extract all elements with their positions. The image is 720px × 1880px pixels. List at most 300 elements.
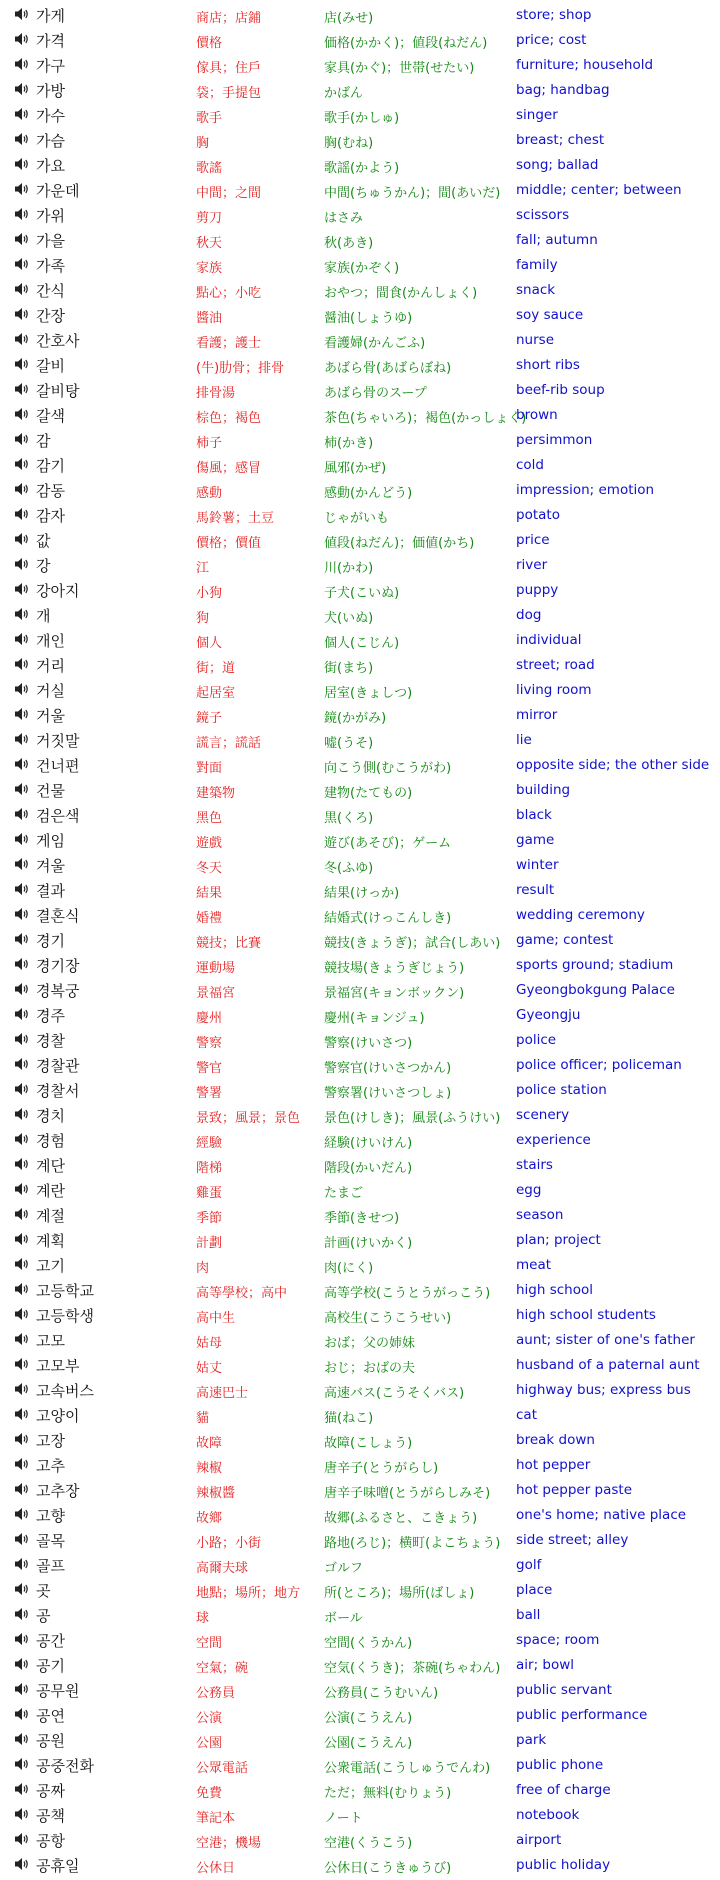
vocab-row xyxy=(0,751,720,776)
speaker-icon[interactable] xyxy=(14,1781,30,1795)
speaker-icon[interactable] xyxy=(14,1506,30,1520)
korean-word: 계획 xyxy=(36,1232,65,1250)
speaker-icon[interactable] xyxy=(14,356,30,370)
japanese-translation: 所(ところ)；場所(ばしょ) xyxy=(324,1586,475,1601)
vocab-row xyxy=(0,1126,720,1151)
speaker-icon[interactable] xyxy=(14,856,30,870)
chinese-translation: (牛)肋骨；排骨 xyxy=(196,361,285,376)
english-translation[interactable]: public holiday xyxy=(516,1857,611,1873)
speaker-icon[interactable] xyxy=(14,1806,30,1820)
chinese-translation: 空港；機場 xyxy=(196,1836,262,1851)
english-translation[interactable]: price; cost xyxy=(516,32,587,48)
english-translation[interactable]: store; shop xyxy=(516,7,592,23)
speaker-icon[interactable] xyxy=(14,456,30,470)
chinese-translation: 歌手 xyxy=(196,111,223,126)
english-translation[interactable]: furniture; household xyxy=(516,57,654,73)
vocab-row xyxy=(0,1576,720,1601)
english-translation[interactable]: scissors xyxy=(516,207,570,223)
chinese-translation: 空氣；碗 xyxy=(196,1661,249,1676)
speaker-icon[interactable] xyxy=(14,656,30,670)
speaker-icon[interactable] xyxy=(14,56,30,70)
english-translation[interactable]: break down xyxy=(516,1432,595,1448)
vocab-row xyxy=(0,101,720,126)
speaker-icon-graphic xyxy=(14,1632,30,1646)
korean-word: 계단 xyxy=(36,1157,65,1175)
english-translation[interactable]: breast; chest xyxy=(516,132,605,148)
speaker-icon[interactable] xyxy=(14,1706,30,1720)
speaker-icon[interactable] xyxy=(14,481,30,495)
korean-word: 감 xyxy=(36,432,51,450)
speaker-icon-graphic xyxy=(14,957,30,971)
chinese-translation: 傢具；住戶 xyxy=(196,61,262,76)
japanese-translation: 居室(きょしつ) xyxy=(324,686,413,701)
chinese-translation: 計劃 xyxy=(196,1236,223,1251)
chinese-translation: 遊戲 xyxy=(196,836,223,851)
korean-word: 거실 xyxy=(36,682,65,700)
speaker-icon[interactable] xyxy=(14,1656,30,1670)
chinese-translation: 醬油 xyxy=(196,311,223,326)
speaker-icon[interactable] xyxy=(14,1256,30,1270)
vocab-row xyxy=(0,526,720,551)
english-translation[interactable]: fall; autumn xyxy=(516,232,598,248)
speaker-icon-graphic xyxy=(14,1307,30,1321)
english-translation[interactable]: stairs xyxy=(516,1157,553,1173)
korean-word: 경험 xyxy=(36,1132,65,1150)
english-translation[interactable]: high school students xyxy=(516,1307,656,1323)
korean-word: 경찰서 xyxy=(36,1082,80,1100)
english-translation[interactable]: dog xyxy=(516,607,542,623)
vocab-row xyxy=(0,976,720,1001)
korean-word: 골목 xyxy=(36,1532,65,1550)
english-translation[interactable]: high school xyxy=(516,1282,594,1298)
speaker-icon-graphic xyxy=(14,1157,30,1171)
english-translation[interactable]: air; bowl xyxy=(516,1657,575,1673)
chinese-translation: 地點；場所；地方 xyxy=(196,1586,301,1601)
english-translation[interactable]: wedding ceremony xyxy=(516,907,645,923)
vocab-row xyxy=(0,601,720,626)
japanese-translation: はさみ xyxy=(324,211,364,226)
speaker-icon[interactable] xyxy=(14,1856,30,1870)
speaker-icon[interactable] xyxy=(14,156,30,170)
japanese-translation: かばん xyxy=(324,86,364,101)
speaker-icon-graphic xyxy=(14,1557,30,1571)
speaker-icon-graphic xyxy=(14,907,30,921)
vocab-row xyxy=(0,501,720,526)
japanese-translation: 価格(かかく)；値段(ねだん) xyxy=(324,36,488,51)
english-translation[interactable]: beef-rib soup xyxy=(516,382,605,398)
vocab-row xyxy=(0,1776,720,1801)
speaker-icon[interactable] xyxy=(14,1481,30,1495)
speaker-icon[interactable] xyxy=(14,181,30,195)
speaker-icon-graphic xyxy=(14,1857,30,1871)
english-translation[interactable]: song; ballad xyxy=(516,157,599,173)
speaker-icon[interactable] xyxy=(14,631,30,645)
speaker-icon[interactable] xyxy=(14,1381,30,1395)
speaker-icon[interactable] xyxy=(14,1681,30,1695)
korean-word: 계절 xyxy=(36,1207,65,1225)
speaker-icon[interactable] xyxy=(14,1056,30,1070)
speaker-icon-graphic xyxy=(14,507,30,521)
english-translation[interactable]: soy sauce xyxy=(516,307,584,323)
english-translation[interactable]: puppy xyxy=(516,582,559,598)
english-translation[interactable]: cat xyxy=(516,1407,537,1423)
speaker-icon[interactable] xyxy=(14,1406,30,1420)
speaker-icon-graphic xyxy=(14,357,30,371)
speaker-icon[interactable] xyxy=(14,106,30,120)
japanese-translation: おば；父の姉妹 xyxy=(324,1336,416,1351)
korean-word: 가구 xyxy=(36,57,65,75)
english-translation[interactable]: golf xyxy=(516,1557,542,1573)
speaker-icon[interactable] xyxy=(14,1156,30,1170)
speaker-icon-graphic xyxy=(14,1232,30,1246)
vocab-row xyxy=(0,1376,720,1401)
korean-word: 간호사 xyxy=(36,332,80,350)
speaker-icon-graphic xyxy=(14,1532,30,1546)
chinese-translation: 商店；店鋪 xyxy=(196,11,262,26)
speaker-icon[interactable] xyxy=(14,581,30,595)
english-translation[interactable]: season xyxy=(516,1207,564,1223)
speaker-icon[interactable] xyxy=(14,1081,30,1095)
vocab-row xyxy=(0,1426,720,1451)
english-translation[interactable]: highway bus; express bus xyxy=(516,1382,691,1398)
speaker-icon[interactable] xyxy=(14,1456,30,1470)
korean-word: 공무원 xyxy=(36,1682,80,1700)
speaker-icon[interactable] xyxy=(14,756,30,770)
speaker-icon-graphic xyxy=(14,1707,30,1721)
english-translation[interactable]: sports ground; stadium xyxy=(516,957,674,973)
speaker-icon[interactable] xyxy=(14,256,30,270)
chinese-translation: 謊言；謊話 xyxy=(196,736,262,751)
english-translation[interactable]: mirror xyxy=(516,707,558,723)
english-translation[interactable]: snack xyxy=(516,282,556,298)
english-translation[interactable]: family xyxy=(516,257,558,273)
chinese-translation: 高速巴士 xyxy=(196,1386,249,1401)
english-translation[interactable]: experience xyxy=(516,1132,591,1148)
english-translation[interactable]: notebook xyxy=(516,1807,580,1823)
japanese-translation: 向こう側(むこうがわ) xyxy=(324,761,452,776)
speaker-icon[interactable] xyxy=(14,31,30,45)
japanese-translation: 歌謡(かよう) xyxy=(324,161,400,176)
english-translation[interactable]: potato xyxy=(516,507,560,523)
chinese-translation: 景致；風景；景色 xyxy=(196,1111,301,1126)
vocab-row xyxy=(0,1726,720,1751)
english-translation[interactable]: police officer; policeman xyxy=(516,1057,682,1073)
korean-word: 가운데 xyxy=(36,182,80,200)
korean-word: 계란 xyxy=(36,1182,65,1200)
japanese-translation: 計画(けいかく) xyxy=(324,1236,413,1251)
japanese-translation: 景色(けしき)；風景(ふうけい) xyxy=(324,1111,501,1126)
speaker-icon-graphic xyxy=(14,32,30,46)
speaker-icon[interactable] xyxy=(14,706,30,720)
vocab-row xyxy=(0,226,720,251)
vocab-row xyxy=(0,476,720,501)
korean-word: 공원 xyxy=(36,1732,65,1750)
japanese-translation: 空気(くうき)；茶碗(ちゃわん) xyxy=(324,1661,501,1676)
korean-word: 게임 xyxy=(36,832,65,850)
speaker-icon[interactable] xyxy=(14,556,30,570)
japanese-translation: 歌手(かしゅ) xyxy=(324,111,400,126)
chinese-translation: 高中生 xyxy=(196,1311,236,1326)
speaker-icon-graphic xyxy=(14,282,30,296)
vocab-row xyxy=(0,1826,720,1851)
english-translation[interactable]: game; contest xyxy=(516,932,614,948)
english-translation[interactable]: meat xyxy=(516,1257,552,1273)
speaker-icon[interactable] xyxy=(14,1206,30,1220)
japanese-translation: 競技場(きょうぎじょう) xyxy=(324,961,465,976)
japanese-translation: あばら骨のスープ xyxy=(324,386,427,401)
english-translation[interactable]: building xyxy=(516,782,571,798)
english-translation[interactable]: public servant xyxy=(516,1682,612,1698)
english-translation[interactable]: living room xyxy=(516,682,592,698)
english-translation[interactable]: bag; handbag xyxy=(516,82,610,98)
speaker-icon[interactable] xyxy=(14,431,30,445)
korean-word: 고모 xyxy=(36,1332,65,1350)
speaker-icon-graphic xyxy=(14,632,30,646)
speaker-icon[interactable] xyxy=(14,6,30,20)
japanese-translation: 感動(かんどう) xyxy=(324,486,413,501)
speaker-icon[interactable] xyxy=(14,781,30,795)
speaker-icon-graphic xyxy=(14,1657,30,1671)
japanese-translation: 競技(きょうぎ)；試合(しあい) xyxy=(324,936,501,951)
english-translation[interactable]: result xyxy=(516,882,555,898)
vocab-row xyxy=(0,1676,720,1701)
english-translation[interactable]: scenery xyxy=(516,1107,570,1123)
speaker-icon[interactable] xyxy=(14,81,30,95)
korean-word: 간장 xyxy=(36,307,65,325)
speaker-icon[interactable] xyxy=(14,331,30,345)
english-translation[interactable]: hot pepper paste xyxy=(516,1482,633,1498)
korean-word: 고모부 xyxy=(36,1357,80,1375)
chinese-translation: 公眾電話 xyxy=(196,1761,249,1776)
korean-word: 가방 xyxy=(36,82,65,100)
korean-word: 고양이 xyxy=(36,1407,80,1425)
english-translation[interactable]: street; road xyxy=(516,657,595,673)
vocab-row xyxy=(0,951,720,976)
japanese-translation: 嘘(うそ) xyxy=(324,736,374,751)
japanese-translation: 肉(にく) xyxy=(324,1261,374,1276)
speaker-icon-graphic xyxy=(14,1807,30,1821)
english-translation[interactable]: singer xyxy=(516,107,558,123)
vocab-row xyxy=(0,1176,720,1201)
english-translation[interactable]: hot pepper xyxy=(516,1457,591,1473)
speaker-icon[interactable] xyxy=(14,531,30,545)
english-translation[interactable]: space; room xyxy=(516,1632,600,1648)
speaker-icon[interactable] xyxy=(14,1731,30,1745)
speaker-icon-graphic xyxy=(14,407,30,421)
speaker-icon[interactable] xyxy=(14,731,30,745)
chinese-translation: 個人 xyxy=(196,636,223,651)
speaker-icon[interactable] xyxy=(14,1306,30,1320)
english-translation[interactable]: individual xyxy=(516,632,582,648)
speaker-icon-graphic xyxy=(14,757,30,771)
speaker-icon[interactable] xyxy=(14,1031,30,1045)
english-translation[interactable]: egg xyxy=(516,1182,542,1198)
english-translation[interactable]: winter xyxy=(516,857,559,873)
english-translation[interactable]: plan; project xyxy=(516,1232,601,1248)
speaker-icon[interactable] xyxy=(14,1281,30,1295)
chinese-translation: 排骨湯 xyxy=(196,386,236,401)
chinese-translation: 慶州 xyxy=(196,1011,223,1026)
chinese-translation: 點心；小吃 xyxy=(196,286,262,301)
english-translation[interactable]: ball xyxy=(516,1607,541,1623)
english-translation[interactable]: aunt; sister of one's father xyxy=(516,1332,695,1348)
speaker-icon[interactable] xyxy=(14,1231,30,1245)
english-translation[interactable]: impression; emotion xyxy=(516,482,655,498)
chinese-translation: 季節 xyxy=(196,1211,223,1226)
speaker-icon-graphic xyxy=(14,307,30,321)
korean-word: 개인 xyxy=(36,632,65,650)
chinese-translation: 看護；護士 xyxy=(196,336,262,351)
english-translation[interactable]: opposite side; the other side xyxy=(516,757,710,773)
korean-word: 경치 xyxy=(36,1107,65,1125)
vocab-row xyxy=(0,76,720,101)
english-translation[interactable]: park xyxy=(516,1732,547,1748)
english-translation[interactable]: Gyeongju xyxy=(516,1007,581,1023)
speaker-icon-graphic xyxy=(14,1107,30,1121)
speaker-icon[interactable] xyxy=(14,1581,30,1595)
speaker-icon[interactable] xyxy=(14,1106,30,1120)
japanese-translation: 経験(けいけん) xyxy=(324,1136,413,1151)
chinese-translation: 運動場 xyxy=(196,961,236,976)
korean-word: 간식 xyxy=(36,282,65,300)
japanese-translation: 子犬(こいぬ) xyxy=(324,586,400,601)
speaker-icon[interactable] xyxy=(14,506,30,520)
japanese-translation: 高等学校(こうとうがっこう) xyxy=(324,1286,491,1301)
english-translation[interactable]: river xyxy=(516,557,548,573)
chinese-translation: 姑丈 xyxy=(196,1361,223,1376)
chinese-translation: 黑色 xyxy=(196,811,223,826)
speaker-icon[interactable] xyxy=(14,1356,30,1370)
speaker-icon[interactable] xyxy=(14,231,30,245)
vocab-row xyxy=(0,826,720,851)
vocab-row xyxy=(0,1251,720,1276)
speaker-icon[interactable] xyxy=(14,831,30,845)
vocab-row xyxy=(0,651,720,676)
speaker-icon[interactable] xyxy=(14,906,30,920)
english-translation[interactable]: free of charge xyxy=(516,1782,611,1798)
english-translation[interactable]: middle; center; between xyxy=(516,182,682,198)
english-translation[interactable]: nurse xyxy=(516,332,555,348)
speaker-icon-graphic xyxy=(14,1582,30,1596)
chinese-translation: 結果 xyxy=(196,886,223,901)
english-translation[interactable]: lie xyxy=(516,732,532,748)
speaker-icon-graphic xyxy=(14,682,30,696)
chinese-translation: 袋；手提包 xyxy=(196,86,262,101)
speaker-icon[interactable] xyxy=(14,406,30,420)
english-translation[interactable]: price xyxy=(516,532,550,548)
korean-word: 겨울 xyxy=(36,857,65,875)
speaker-icon[interactable] xyxy=(14,1831,30,1845)
speaker-icon[interactable] xyxy=(14,206,30,220)
speaker-icon[interactable] xyxy=(14,1131,30,1145)
vocab-row xyxy=(0,1076,720,1101)
speaker-icon[interactable] xyxy=(14,306,30,320)
vocab-row xyxy=(0,251,720,276)
speaker-icon[interactable] xyxy=(14,881,30,895)
korean-word: 가게 xyxy=(36,7,65,25)
english-translation[interactable]: persimmon xyxy=(516,432,593,448)
speaker-icon[interactable] xyxy=(14,131,30,145)
english-translation[interactable]: airport xyxy=(516,1832,562,1848)
speaker-icon[interactable] xyxy=(14,1181,30,1195)
english-translation[interactable]: short ribs xyxy=(516,357,580,373)
speaker-icon[interactable] xyxy=(14,1756,30,1770)
chinese-translation: 江 xyxy=(196,561,210,576)
vocab-row xyxy=(0,151,720,176)
english-translation[interactable]: brown xyxy=(516,407,558,423)
speaker-icon[interactable] xyxy=(14,1431,30,1445)
speaker-icon[interactable] xyxy=(14,806,30,820)
speaker-icon[interactable] xyxy=(14,981,30,995)
vocab-row xyxy=(0,1801,720,1826)
speaker-icon[interactable] xyxy=(14,1556,30,1570)
english-translation[interactable]: black xyxy=(516,807,552,823)
chinese-translation: 免費 xyxy=(196,1786,223,1801)
speaker-icon[interactable] xyxy=(14,606,30,620)
speaker-icon[interactable] xyxy=(14,681,30,695)
vocab-row xyxy=(0,326,720,351)
english-translation[interactable]: police station xyxy=(516,1082,607,1098)
english-translation[interactable]: husband of a paternal aunt xyxy=(516,1357,700,1373)
speaker-icon[interactable] xyxy=(14,956,30,970)
chinese-translation: 棕色；褐色 xyxy=(196,411,262,426)
japanese-translation: 空間(くうかん) xyxy=(324,1636,413,1651)
english-translation[interactable]: game xyxy=(516,832,555,848)
chinese-translation: 中間；之間 xyxy=(196,186,262,201)
japanese-translation: 階段(かいだん) xyxy=(324,1161,413,1176)
speaker-icon[interactable] xyxy=(14,1631,30,1645)
english-translation[interactable]: side street; alley xyxy=(516,1532,629,1548)
speaker-icon[interactable] xyxy=(14,1531,30,1545)
speaker-icon[interactable] xyxy=(14,381,30,395)
vocab-row xyxy=(0,1001,720,1026)
vocab-row xyxy=(0,1551,720,1576)
speaker-icon-graphic xyxy=(14,882,30,896)
korean-word: 강 xyxy=(36,557,51,575)
english-translation[interactable]: police xyxy=(516,1032,557,1048)
chinese-translation: 姑母 xyxy=(196,1336,223,1351)
vocab-row xyxy=(0,1476,720,1501)
speaker-icon[interactable] xyxy=(14,931,30,945)
english-translation[interactable]: one's home; native place xyxy=(516,1507,687,1523)
speaker-icon-graphic xyxy=(14,1507,30,1521)
japanese-translation: 公園(こうえん) xyxy=(324,1736,413,1751)
chinese-translation: 家族 xyxy=(196,261,223,276)
speaker-icon[interactable] xyxy=(14,1331,30,1345)
english-translation[interactable]: public performance xyxy=(516,1707,648,1723)
chinese-translation: 故障 xyxy=(196,1436,223,1451)
speaker-icon[interactable] xyxy=(14,1006,30,1020)
chinese-translation: 秋天 xyxy=(196,236,223,251)
japanese-translation: 風邪(かぜ) xyxy=(324,461,387,476)
speaker-icon-graphic xyxy=(14,257,30,271)
chinese-translation: 雞蛋 xyxy=(196,1186,223,1201)
speaker-icon-graphic xyxy=(14,1082,30,1096)
vocab-row xyxy=(0,676,720,701)
korean-word: 공 xyxy=(36,1607,51,1625)
japanese-translation: 季節(きせつ) xyxy=(324,1211,400,1226)
english-translation[interactable]: public phone xyxy=(516,1757,604,1773)
korean-word: 공중전화 xyxy=(36,1757,94,1775)
english-translation[interactable]: cold xyxy=(516,457,545,473)
english-translation[interactable]: Gyeongbokgung Palace xyxy=(516,982,675,998)
speaker-icon[interactable] xyxy=(14,1606,30,1620)
japanese-translation: 公休日(こうきゅうび) xyxy=(324,1861,452,1876)
english-translation[interactable]: place xyxy=(516,1582,553,1598)
vocab-row xyxy=(0,1151,720,1176)
speaker-icon[interactable] xyxy=(14,281,30,295)
speaker-icon-graphic xyxy=(14,557,30,571)
